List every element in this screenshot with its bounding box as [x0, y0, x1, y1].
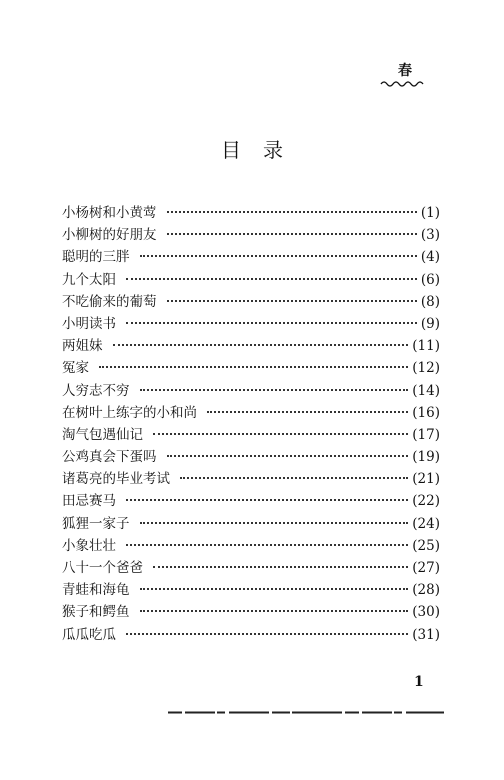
toc-dot-leader — [113, 343, 409, 346]
toc-entry — [62, 246, 440, 268]
toc-entry-title: 在树叶上练字的小和尚 — [62, 404, 197, 421]
toc-entry-page: (27) — [412, 560, 440, 576]
toc-entry-title: 猴子和鳄鱼 — [62, 604, 130, 621]
toc-dot-leader — [167, 454, 409, 457]
bottom-rule — [168, 711, 444, 714]
toc-entry — [62, 313, 440, 335]
wave-ornament-icon — [380, 79, 424, 89]
toc-entry — [62, 535, 440, 557]
toc-entry — [62, 490, 440, 512]
toc-entry-page: (30) — [412, 604, 440, 621]
toc-entry-page: (28) — [412, 582, 440, 599]
toc-entry-title: 小杨树和小黄莺 — [62, 205, 157, 221]
toc-entry-page: (19) — [412, 449, 440, 466]
section-tag: 春 — [398, 63, 412, 79]
toc-entry-page: (21) — [412, 471, 440, 488]
toc-dot-leader — [126, 632, 408, 635]
toc-dot-leader — [180, 476, 408, 479]
toc-entry-title: 人穷志不穷 — [62, 382, 130, 399]
page-number: 1 — [414, 674, 424, 690]
toc-entry-title: 狐狸一家子 — [62, 515, 130, 532]
toc-dot-leader — [167, 232, 417, 235]
toc-entry-page: (8) — [420, 293, 440, 310]
toc-entry-title: 不吃偷来的葡萄 — [62, 293, 157, 310]
toc-entry — [62, 424, 440, 446]
toc-entry — [62, 224, 440, 246]
toc-entry — [62, 291, 440, 313]
toc-entry-page: (25) — [412, 537, 440, 554]
toc-entry — [62, 601, 440, 623]
toc-entry-title: 聪明的三胖 — [62, 249, 130, 266]
toc-dot-leader — [167, 210, 417, 213]
toc-dot-leader — [140, 388, 409, 391]
toc-entry-page: (22) — [412, 493, 440, 510]
toc-entry-title: 小明读书 — [62, 315, 116, 332]
toc-entry-title: 九个太阳 — [62, 271, 116, 288]
toc-entry-title: 青蛙和海龟 — [62, 582, 130, 599]
toc-entry-title: 瓜瓜吃瓜 — [62, 626, 116, 643]
toc-entry — [62, 579, 440, 601]
toc-entry — [62, 202, 440, 224]
toc-entry-title: 小象壮壮 — [62, 537, 116, 554]
toc-entry-page: (31) — [412, 626, 440, 643]
toc-entry — [62, 402, 440, 424]
toc-entry-title: 冤家 — [62, 360, 89, 377]
toc-entry-page: (1) — [420, 205, 440, 221]
toc-dot-leader — [167, 299, 417, 302]
toc-dot-leader — [126, 321, 417, 324]
toc-dot-leader — [126, 498, 408, 501]
toc-dot-leader — [207, 410, 408, 413]
toc-entry — [62, 468, 440, 490]
toc-dot-leader — [140, 521, 409, 524]
toc-entry-page: (12) — [412, 360, 440, 377]
toc-entry-title: 两姐妹 — [62, 338, 103, 355]
toc-entry — [62, 335, 440, 357]
page-title: 目录 — [221, 138, 305, 162]
toc-entry-title: 田忌赛马 — [62, 493, 116, 510]
toc-entry-page: (6) — [420, 271, 440, 288]
toc-entry-title: 淘气包遇仙记 — [62, 426, 143, 443]
toc-dot-leader — [153, 432, 408, 435]
toc-entry-title: 八十一个爸爸 — [62, 560, 143, 576]
toc-entry-title: 诸葛亮的毕业考试 — [62, 471, 170, 488]
toc-dot-leader — [99, 365, 408, 368]
toc-dot-leader — [140, 609, 409, 612]
toc-entry — [62, 557, 440, 579]
toc-dot-leader — [140, 254, 417, 257]
toc-entry-page: (11) — [412, 338, 440, 355]
toc-dot-leader — [140, 587, 409, 590]
toc-dot-leader — [126, 277, 417, 280]
toc-entry-page: (14) — [412, 382, 440, 399]
toc-entry-page: (4) — [420, 249, 440, 266]
toc-entry-page: (16) — [412, 404, 440, 421]
toc-entry — [62, 269, 440, 291]
toc-dot-leader — [126, 543, 408, 546]
toc-entry — [62, 513, 440, 535]
toc-entry — [62, 380, 440, 402]
toc-entry — [62, 446, 440, 468]
toc-entry-page: (3) — [420, 227, 440, 244]
toc-entry — [62, 357, 440, 379]
toc-list — [62, 202, 440, 646]
toc-entry-title: 公鸡真会下蛋吗 — [62, 449, 157, 466]
toc-entry-page: (9) — [420, 315, 440, 332]
toc-entry — [62, 624, 440, 646]
toc-dot-leader — [153, 565, 408, 568]
toc-entry-page: (24) — [412, 515, 440, 532]
toc-entry-page: (17) — [412, 426, 440, 443]
toc-entry-title: 小柳树的好朋友 — [62, 227, 157, 244]
